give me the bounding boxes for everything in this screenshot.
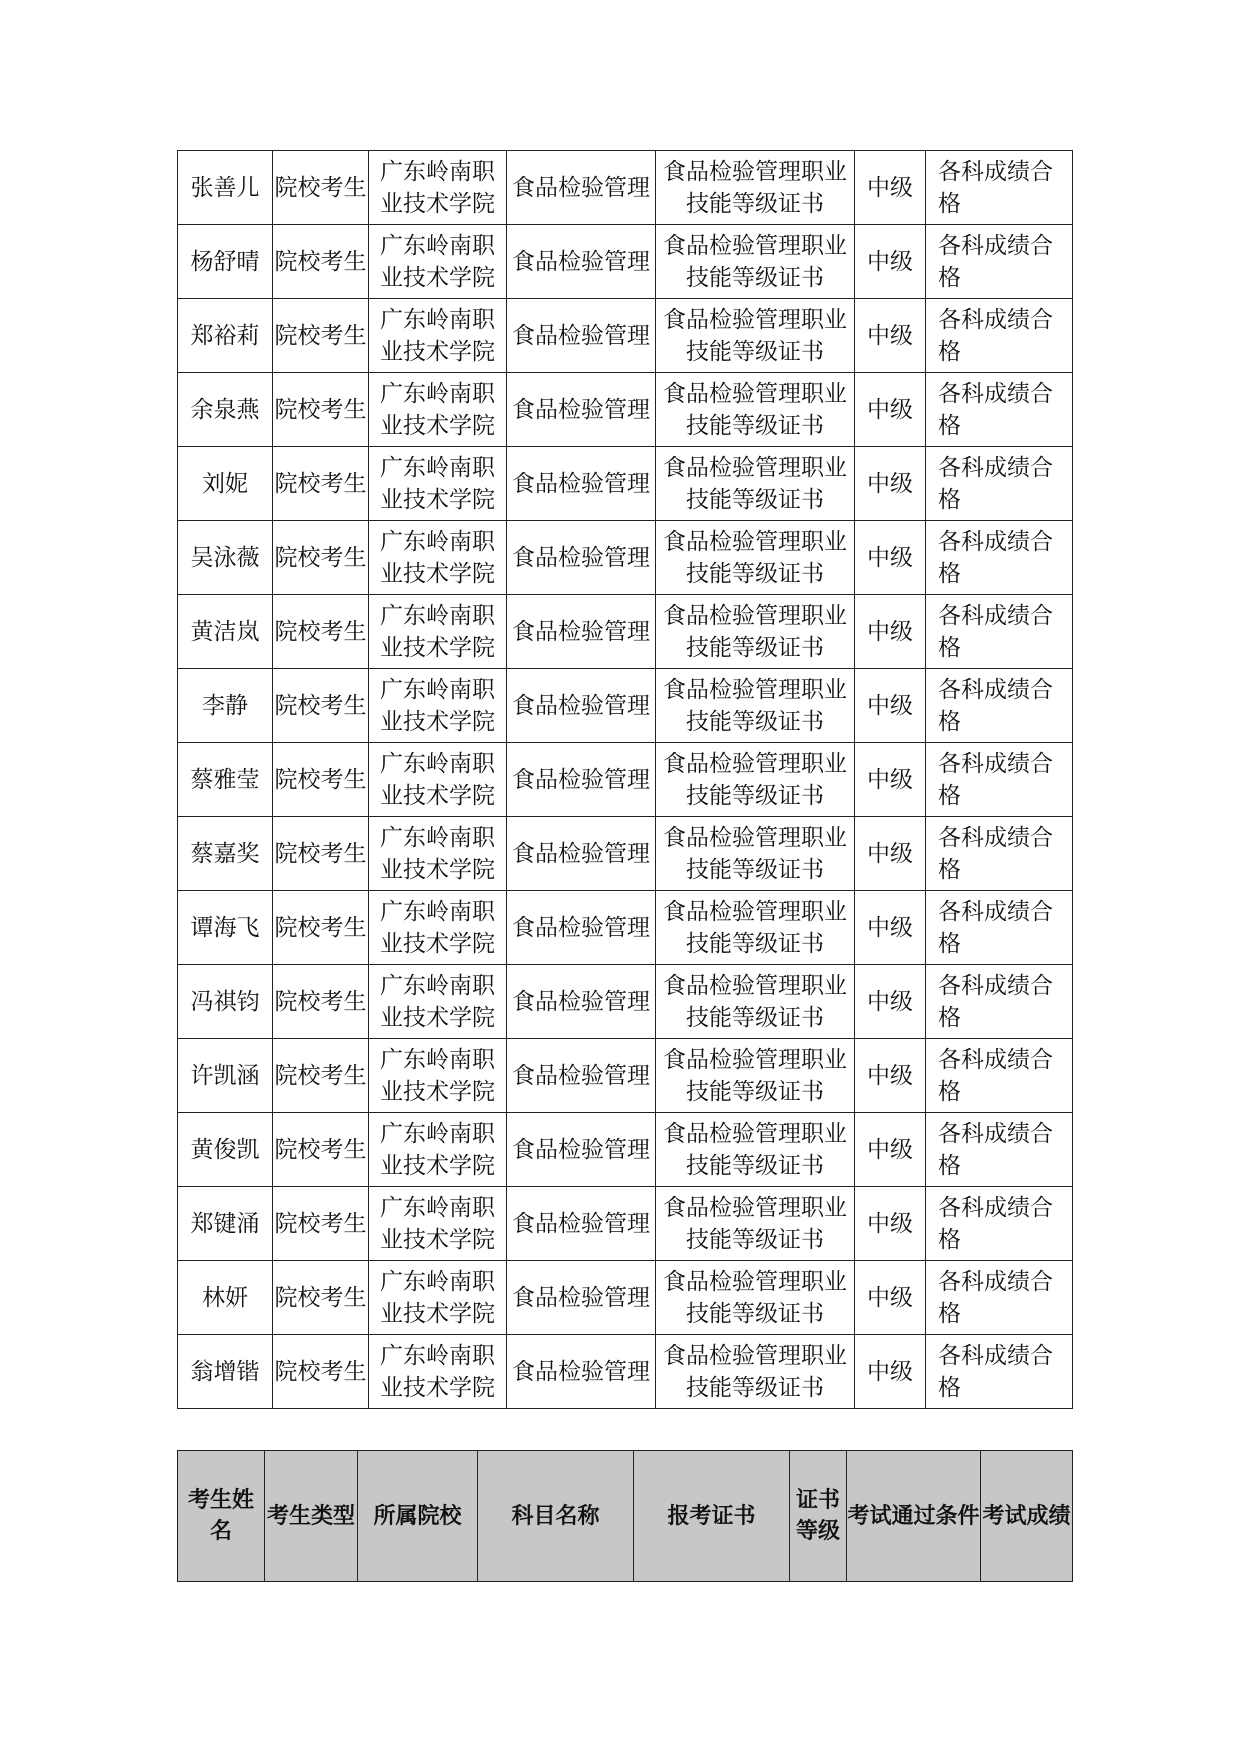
table-row (178, 1187, 1073, 1261)
cell-condition: 各科成绩合格 (926, 373, 1073, 447)
cell-level: 中级 (855, 817, 926, 891)
cell-condition: 各科成绩合格 (926, 521, 1073, 595)
cell-type: 院校考生 (273, 151, 369, 225)
cell-subject: 食品检验管理 (507, 743, 656, 817)
cell-certificate: 食品检验管理职业技能等级证书 (656, 1113, 855, 1187)
cell-school: 广东岭南职业技术学院 (369, 151, 507, 225)
cell-name: 杨舒晴 (178, 225, 273, 299)
cell-name: 刘妮 (178, 447, 273, 521)
cell-type: 院校考生 (273, 373, 369, 447)
cell-type: 院校考生 (273, 1187, 369, 1261)
cell-condition: 各科成绩合格 (926, 1113, 1073, 1187)
header-type: 考生类型 (265, 1451, 358, 1582)
cell-condition: 各科成绩合格 (926, 965, 1073, 1039)
cell-name: 吴泳薇 (178, 521, 273, 595)
header-result: 考试成绩 (981, 1451, 1073, 1582)
cell-subject: 食品检验管理 (507, 1261, 656, 1335)
cell-condition: 各科成绩合格 (926, 1261, 1073, 1335)
cell-school: 广东岭南职业技术学院 (369, 817, 507, 891)
cell-name: 郑键涌 (178, 1187, 273, 1261)
cell-condition: 各科成绩合格 (926, 1039, 1073, 1113)
cell-certificate: 食品检验管理职业技能等级证书 (656, 743, 855, 817)
table-row (178, 891, 1073, 965)
header-row (178, 1451, 1073, 1582)
header-certificate: 报考证书 (634, 1451, 790, 1582)
table-row (178, 1039, 1073, 1113)
cell-level: 中级 (855, 1113, 926, 1187)
cell-type: 院校考生 (273, 1113, 369, 1187)
cell-condition: 各科成绩合格 (926, 1187, 1073, 1261)
cell-name: 林妍 (178, 1261, 273, 1335)
table-row (178, 595, 1073, 669)
cell-condition: 各科成绩合格 (926, 817, 1073, 891)
cell-school: 广东岭南职业技术学院 (369, 1187, 507, 1261)
cell-type: 院校考生 (273, 447, 369, 521)
cell-subject: 食品检验管理 (507, 299, 656, 373)
table-row (178, 447, 1073, 521)
cell-type: 院校考生 (273, 669, 369, 743)
cell-school: 广东岭南职业技术学院 (369, 299, 507, 373)
cell-condition: 各科成绩合格 (926, 669, 1073, 743)
cell-certificate: 食品检验管理职业技能等级证书 (656, 225, 855, 299)
cell-school: 广东岭南职业技术学院 (369, 669, 507, 743)
cell-condition: 各科成绩合格 (926, 151, 1073, 225)
cell-type: 院校考生 (273, 595, 369, 669)
cell-type: 院校考生 (273, 817, 369, 891)
table-row (178, 669, 1073, 743)
cell-condition: 各科成绩合格 (926, 743, 1073, 817)
cell-certificate: 食品检验管理职业技能等级证书 (656, 373, 855, 447)
cell-certificate: 食品检验管理职业技能等级证书 (656, 817, 855, 891)
header-subject: 科目名称 (478, 1451, 634, 1582)
cell-name: 郑裕莉 (178, 299, 273, 373)
cell-certificate: 食品检验管理职业技能等级证书 (656, 521, 855, 595)
cell-name: 谭海飞 (178, 891, 273, 965)
cell-subject: 食品检验管理 (507, 225, 656, 299)
cell-certificate: 食品检验管理职业技能等级证书 (656, 965, 855, 1039)
table-row (178, 1335, 1073, 1409)
table-row (178, 1261, 1073, 1335)
cell-condition: 各科成绩合格 (926, 225, 1073, 299)
cell-certificate: 食品检验管理职业技能等级证书 (656, 1039, 855, 1113)
header-condition: 考试通过条件 (847, 1451, 981, 1582)
cell-certificate: 食品检验管理职业技能等级证书 (656, 1261, 855, 1335)
cell-type: 院校考生 (273, 299, 369, 373)
cell-subject: 食品检验管理 (507, 1335, 656, 1409)
cell-subject: 食品检验管理 (507, 669, 656, 743)
table-row (178, 965, 1073, 1039)
cell-type: 院校考生 (273, 965, 369, 1039)
cell-level: 中级 (855, 1335, 926, 1409)
cell-level: 中级 (855, 595, 926, 669)
cell-school: 广东岭南职业技术学院 (369, 1335, 507, 1409)
cell-certificate: 食品检验管理职业技能等级证书 (656, 447, 855, 521)
cell-level: 中级 (855, 521, 926, 595)
cell-level: 中级 (855, 151, 926, 225)
cell-name: 冯祺钧 (178, 965, 273, 1039)
candidate-table (177, 150, 1073, 1409)
cell-school: 广东岭南职业技术学院 (369, 965, 507, 1039)
table-row (178, 225, 1073, 299)
cell-school: 广东岭南职业技术学院 (369, 447, 507, 521)
cell-subject: 食品检验管理 (507, 521, 656, 595)
table-row (178, 743, 1073, 817)
cell-school: 广东岭南职业技术学院 (369, 521, 507, 595)
cell-school: 广东岭南职业技术学院 (369, 225, 507, 299)
cell-level: 中级 (855, 447, 926, 521)
cell-subject: 食品检验管理 (507, 1187, 656, 1261)
cell-subject: 食品检验管理 (507, 965, 656, 1039)
cell-subject: 食品检验管理 (507, 373, 656, 447)
cell-level: 中级 (855, 225, 926, 299)
cell-subject: 食品检验管理 (507, 1039, 656, 1113)
cell-type: 院校考生 (273, 1039, 369, 1113)
cell-type: 院校考生 (273, 1335, 369, 1409)
cell-name: 黄洁岚 (178, 595, 273, 669)
cell-level: 中级 (855, 1261, 926, 1335)
cell-condition: 各科成绩合格 (926, 299, 1073, 373)
cell-name: 翁增锴 (178, 1335, 273, 1409)
cell-level: 中级 (855, 373, 926, 447)
cell-certificate: 食品检验管理职业技能等级证书 (656, 669, 855, 743)
cell-school: 广东岭南职业技术学院 (369, 595, 507, 669)
cell-certificate: 食品检验管理职业技能等级证书 (656, 1335, 855, 1409)
cell-school: 广东岭南职业技术学院 (369, 1113, 507, 1187)
cell-certificate: 食品检验管理职业技能等级证书 (656, 1187, 855, 1261)
cell-condition: 各科成绩合格 (926, 1335, 1073, 1409)
cell-level: 中级 (855, 965, 926, 1039)
cell-school: 广东岭南职业技术学院 (369, 1261, 507, 1335)
table-row (178, 521, 1073, 595)
header-table (177, 1450, 1073, 1582)
cell-condition: 各科成绩合格 (926, 595, 1073, 669)
cell-subject: 食品检验管理 (507, 595, 656, 669)
cell-level: 中级 (855, 891, 926, 965)
cell-subject: 食品检验管理 (507, 151, 656, 225)
cell-name: 蔡雅莹 (178, 743, 273, 817)
cell-subject: 食品检验管理 (507, 1113, 656, 1187)
cell-name: 黄俊凯 (178, 1113, 273, 1187)
cell-name: 李静 (178, 669, 273, 743)
cell-school: 广东岭南职业技术学院 (369, 1039, 507, 1113)
table-row (178, 1113, 1073, 1187)
cell-type: 院校考生 (273, 1261, 369, 1335)
cell-type: 院校考生 (273, 743, 369, 817)
cell-level: 中级 (855, 1039, 926, 1113)
header-level: 证书等级 (790, 1451, 847, 1582)
cell-school: 广东岭南职业技术学院 (369, 891, 507, 965)
cell-name: 余泉燕 (178, 373, 273, 447)
cell-name: 张善儿 (178, 151, 273, 225)
cell-certificate: 食品检验管理职业技能等级证书 (656, 299, 855, 373)
header-name: 考生姓名 (178, 1451, 265, 1582)
cell-condition: 各科成绩合格 (926, 891, 1073, 965)
cell-condition: 各科成绩合格 (926, 447, 1073, 521)
cell-level: 中级 (855, 1187, 926, 1261)
cell-certificate: 食品检验管理职业技能等级证书 (656, 595, 855, 669)
cell-name: 蔡嘉奖 (178, 817, 273, 891)
cell-subject: 食品检验管理 (507, 891, 656, 965)
cell-level: 中级 (855, 299, 926, 373)
cell-name: 许凯涵 (178, 1039, 273, 1113)
cell-subject: 食品检验管理 (507, 817, 656, 891)
cell-level: 中级 (855, 743, 926, 817)
cell-school: 广东岭南职业技术学院 (369, 743, 507, 817)
cell-school: 广东岭南职业技术学院 (369, 373, 507, 447)
cell-type: 院校考生 (273, 225, 369, 299)
cell-type: 院校考生 (273, 521, 369, 595)
header-school: 所属院校 (358, 1451, 478, 1582)
candidate-table-body (178, 151, 1073, 1409)
cell-certificate: 食品检验管理职业技能等级证书 (656, 151, 855, 225)
table-row (178, 151, 1073, 225)
table-row (178, 299, 1073, 373)
cell-subject: 食品检验管理 (507, 447, 656, 521)
cell-certificate: 食品检验管理职业技能等级证书 (656, 891, 855, 965)
table-row (178, 373, 1073, 447)
cell-level: 中级 (855, 669, 926, 743)
table-row (178, 817, 1073, 891)
cell-type: 院校考生 (273, 891, 369, 965)
